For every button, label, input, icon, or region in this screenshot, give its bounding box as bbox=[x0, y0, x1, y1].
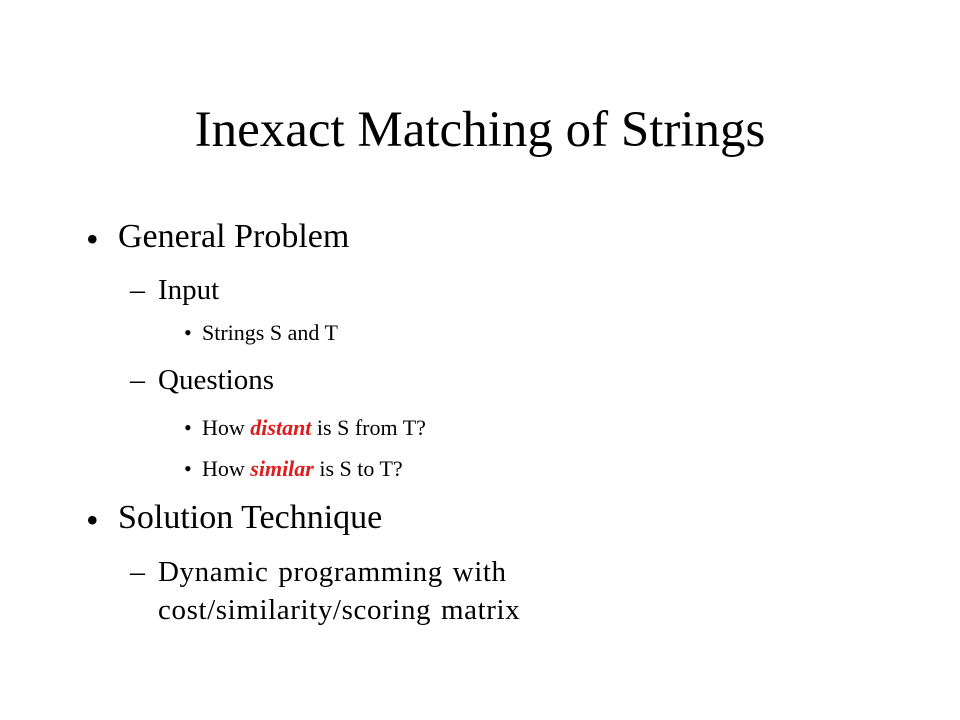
item-questions: Questions bbox=[158, 364, 274, 396]
item-input: Input bbox=[158, 274, 220, 306]
question-distant-prefix: How bbox=[202, 415, 251, 440]
slide-title: Inexact Matching of Strings bbox=[194, 102, 766, 158]
question-distant-suffix: is S from T? bbox=[311, 415, 426, 440]
item-question-similar bbox=[202, 456, 403, 482]
bullet-question-distant: • bbox=[184, 415, 192, 440]
bullet-question-similar: • bbox=[184, 456, 192, 481]
emphasis-similar: similar bbox=[250, 456, 314, 481]
item-dp-line1: Dynamic programming with bbox=[158, 556, 507, 588]
dash-input: – bbox=[130, 273, 145, 306]
item-dp-line2: cost/similarity/scoring matrix bbox=[158, 594, 521, 626]
item-strings: Strings S and T bbox=[202, 320, 338, 345]
question-similar-suffix: is S to T? bbox=[313, 456, 403, 481]
item-general-problem: General Problem bbox=[118, 218, 350, 255]
item-question-distant bbox=[202, 415, 426, 441]
dash-dp: – bbox=[130, 555, 145, 588]
item-solution: Solution Technique bbox=[118, 499, 383, 536]
dash-questions: – bbox=[130, 363, 145, 396]
bullet-general-problem: • bbox=[86, 219, 99, 259]
bullet-solution: • bbox=[86, 500, 99, 540]
question-similar-prefix: How bbox=[202, 456, 251, 481]
emphasis-distant: distant bbox=[250, 415, 312, 440]
bullet-strings: • bbox=[184, 320, 192, 345]
